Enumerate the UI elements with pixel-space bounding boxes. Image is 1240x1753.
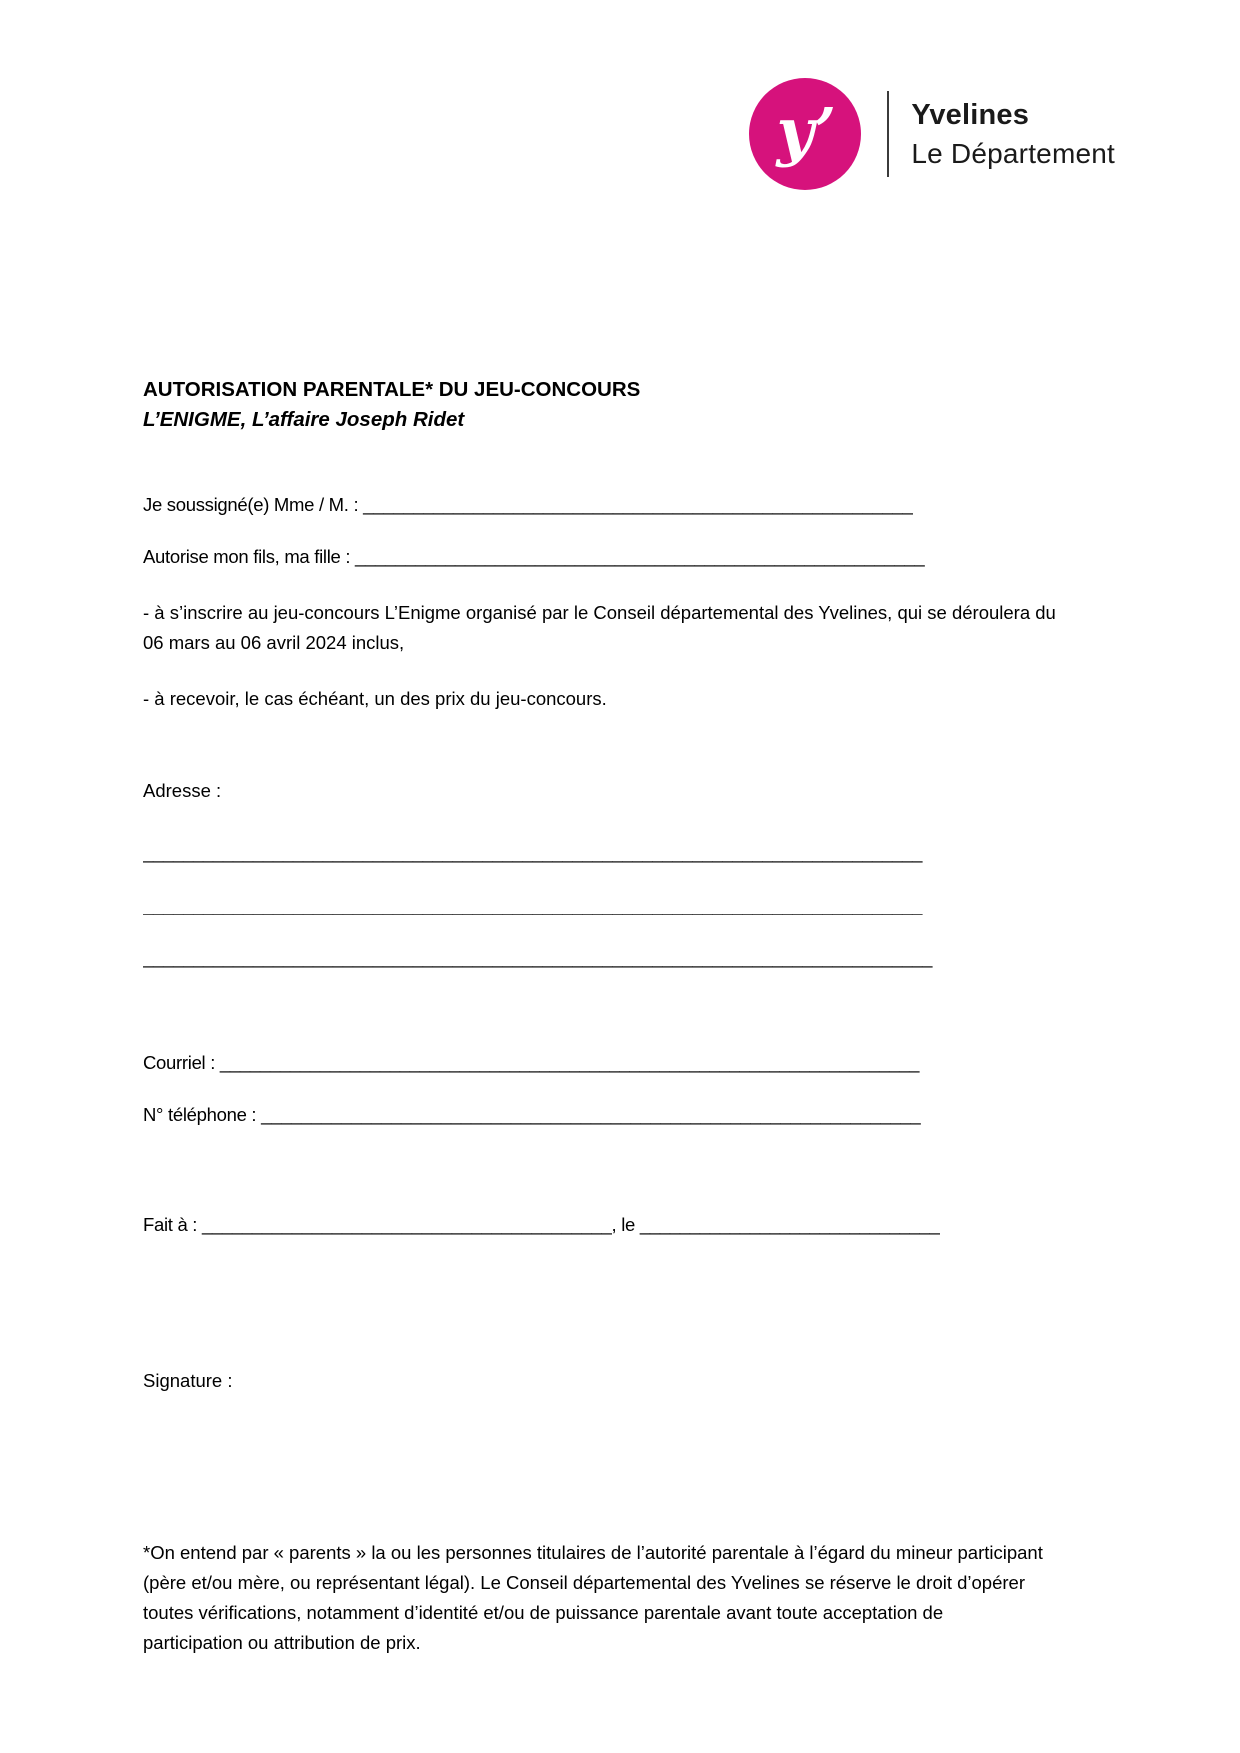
address-line-2[interactable]: ______________________________________________________________________________ <box>143 896 923 916</box>
label-signature[interactable]: Signature : <box>143 1369 233 1391</box>
yvelines-logo <box>749 78 1115 190</box>
document-content <box>143 375 1078 1658</box>
address-line-3[interactable]: _______________________________________________________________________________ <box>143 949 933 968</box>
field-place-and-date[interactable]: Fait à : _________________________________________, le ______________________________ <box>143 1213 940 1235</box>
logo-brand-name: Yvelines <box>911 98 1030 131</box>
logo-circle-icon <box>749 78 861 190</box>
footnote-parents-definition: *On entend par « parents » la ou les personnes titulaires de l’autorité parentale à l’égard du mineur participant (père et/ou mère, ou représentant légal). Le Conseil départemental des Yvelines se réserve le droit d’opérer toutes vérifications, notamment d’identité et/ou de puissance parentale avant toute acceptation de participation ou attribution de prix. <box>143 1541 1043 1653</box>
clause-registration: - à s’inscrire au jeu-concours L’Enigme organisé par le Conseil départemental des Yvelines, qui se déroulera du 06 mars au 06 avril 2024 inclus, <box>143 602 1056 654</box>
page-title: AUTORISATION PARENTALE* DU JEU-CONCOURS <box>143 378 641 401</box>
label-address: Adresse : <box>143 780 222 802</box>
field-phone[interactable]: N° téléphone : __________________________________________________________________ <box>143 1103 921 1125</box>
field-email[interactable]: Courriel : ______________________________________________________________________ <box>143 1051 920 1073</box>
logo-brand-subtitle: Le Département <box>911 137 1115 169</box>
address-line-1[interactable]: ______________________________________________________________________________ <box>143 844 923 863</box>
logo-wordmark <box>911 98 1115 170</box>
page-subtitle: L’ENIGME, L’affaire Joseph Ridet <box>143 407 465 431</box>
field-authorize-child[interactable]: Autorise mon fils, ma fille : _________________________________________________________ <box>143 546 925 568</box>
address-fill-lines[interactable] <box>143 844 1078 968</box>
logo-y-letter: y’ <box>776 94 835 170</box>
field-undersigned[interactable]: Je soussigné(e) Mme / M. : _______________________________________________________ <box>143 494 913 516</box>
logo-divider <box>887 91 889 177</box>
clause-prize: - à recevoir, le cas échéant, un des prix du jeu-concours. <box>143 688 607 710</box>
